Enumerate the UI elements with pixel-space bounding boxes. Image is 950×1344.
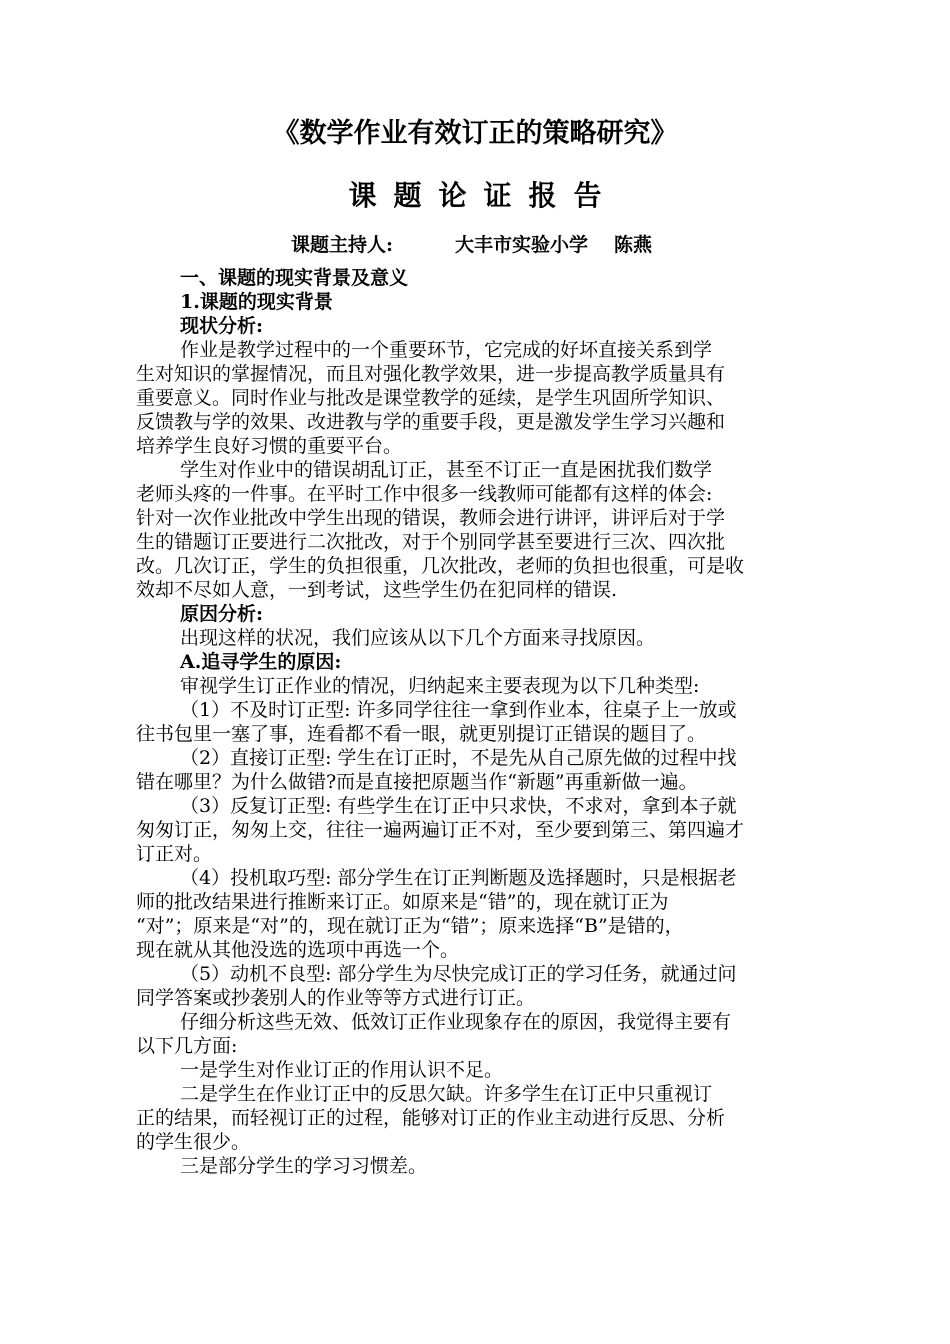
text-line: 反馈教与学的效果、改进教与学的重要手段，更是激发学生学习兴趣和 bbox=[136, 411, 726, 433]
paragraph-heading: A.追寻学生的原因: bbox=[180, 651, 342, 673]
text-line: “对”；原来是“对”的，现在就订正为“错”；原来选择“B”是错的， bbox=[136, 915, 684, 937]
text-line: 出现这样的状况，我们应该从以下几个方面来寻找原因。 bbox=[180, 627, 656, 649]
text-line: 仔细分析这些无效、低效订正作业现象存在的原因，我觉得主要有 bbox=[180, 1011, 732, 1033]
text-line: 一是学生对作业订正的作用认识不足。 bbox=[180, 1059, 504, 1081]
text-line: 重要意义。同时作业与批改是课堂教学的延续，是学生巩固所学知识、 bbox=[136, 387, 726, 409]
text-line: （4）投机取巧型: 部分学生在订正判断题及选择题时，只是根据老 bbox=[180, 867, 737, 889]
text-line: （3）反复订正型: 有些学生在订正中只求快，不求对，拿到本子就 bbox=[180, 795, 737, 817]
text-line: 学生对作业中的错误胡乱订正，甚至不订正一直是困扰我们数学 bbox=[180, 459, 713, 481]
document-subtitle: 课题论证报告 bbox=[348, 179, 619, 212]
document-title: 《数学作业有效订正的策略研究》 bbox=[272, 118, 678, 149]
text-line: 针对一次作业批改中学生出现的错误，教师会进行讲评，讲评后对于学 bbox=[136, 507, 726, 529]
text-line: 以下几方面: bbox=[136, 1035, 238, 1057]
paragraph-heading: 原因分析: bbox=[180, 603, 264, 625]
text-line: 生对知识的掌握情况，而且对强化教学效果，进一步提高教学质量具有 bbox=[136, 363, 726, 385]
text-line: 的学生很少。 bbox=[136, 1131, 251, 1153]
document-body bbox=[136, 266, 826, 1178]
paragraph-heading: 现状分析: bbox=[180, 315, 264, 337]
section-heading: 一、课题的现实背景及意义 bbox=[180, 267, 409, 289]
text-line: 审视学生订正作业的情况，归纳起来主要表现为以下几种类型: bbox=[180, 675, 700, 697]
text-line: 同学答案或抄袭别人的作业等等方式进行订正。 bbox=[136, 987, 536, 1009]
host-line bbox=[291, 230, 652, 260]
text-line: （1）不及时订正型: 许多同学往往一拿到作业本，往桌子上一放或 bbox=[180, 699, 737, 721]
host-school: 大丰市实验小学 bbox=[455, 234, 589, 256]
text-line: 订正对。 bbox=[136, 843, 213, 865]
text-line: 现在就从其他没选的选项中再选一个。 bbox=[136, 939, 460, 961]
text-line: 错在哪里？为什么做错?而是直接把原题当作“新题”再重新做一遍。 bbox=[136, 771, 698, 793]
text-line: 往书包里一塞了事，连看都不看一眼，就更别提订正错误的题目了。 bbox=[136, 723, 707, 745]
host-name: 陈燕 bbox=[614, 234, 653, 256]
text-line: （2）直接订正型: 学生在订正时，不是先从自己原先做的过程中找 bbox=[180, 747, 737, 769]
text-line: 匆匆订正，匆匆上交，往往一遍两遍订正不对，至少要到第三、第四遍才 bbox=[136, 819, 745, 841]
text-line: 生的错题订正要进行二次批改，对于个别同学甚至要进行三次、四次批 bbox=[136, 531, 726, 553]
text-line: （5）动机不良型: 部分学生为尽快完成订正的学习任务，就通过问 bbox=[180, 963, 737, 985]
text-line: 老师头疼的一件事。在平时工作中很多一线教师可能都有这样的体会: bbox=[136, 483, 713, 505]
text-line: 师的批改结果进行推断来订正。如原来是“错”的，现在就订正为 bbox=[136, 891, 669, 913]
subsection-heading: 1.课题的现实背景 bbox=[180, 291, 333, 313]
text-line: 改。几次订正，学生的负担很重，几次批改，老师的负担也很重，可是收 bbox=[136, 555, 745, 577]
text-line: 二是学生在作业订正中的反思欠缺。许多学生在订正中只重视订 bbox=[180, 1083, 713, 1105]
text-line: 效却不尽如人意，一到考试，这些学生仍在犯同样的错误. bbox=[136, 579, 618, 601]
text-line: 作业是教学过程中的一个重要环节，它完成的好坏直接关系到学 bbox=[180, 339, 713, 361]
text-line: 正的结果，而轻视订正的过程，能够对订正的作业主动进行反思、分析 bbox=[136, 1107, 726, 1129]
text-line: 三是部分学生的学习习惯差。 bbox=[180, 1155, 428, 1177]
host-label: 课题主持人: bbox=[291, 234, 394, 256]
text-line: 培养学生良好习惯的重要平台。 bbox=[136, 435, 403, 457]
